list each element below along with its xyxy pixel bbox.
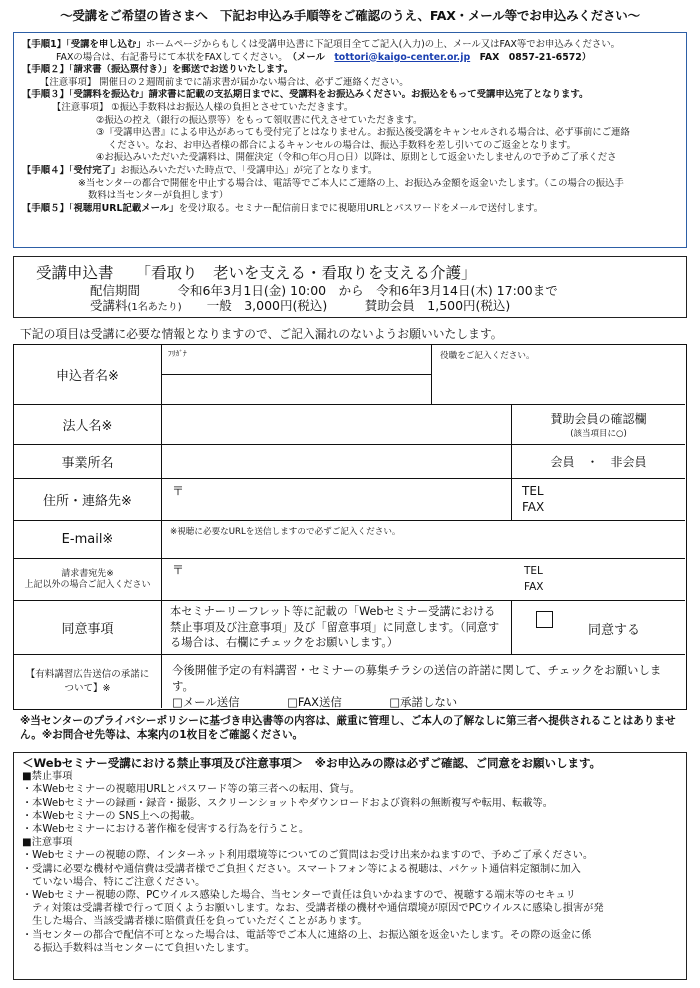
ad-option-decline[interactable]: □承諾しない — [389, 695, 458, 709]
step-3-note-3b: ください。なお、お申込者様の都合によるキャンセルの場合は、振込手数料を差し引いてのご返金となります。 — [108, 139, 577, 151]
rules-line: る振込手数料は当センターにて負担いたします。 — [22, 942, 256, 954]
office-label: 事業所名 — [14, 445, 162, 479]
applicant-name-field[interactable] — [162, 375, 432, 405]
fee-unit: (1名あたり) — [127, 302, 182, 313]
rules-line: ・Webセミナーの視聴の際、インターネット利用環境等についてのご質問はお受け出来かねますので、予めご了承ください。 — [22, 850, 594, 862]
period-row — [36, 283, 686, 298]
application-header — [13, 256, 687, 318]
address-label: 住所・連絡先※ — [14, 479, 162, 521]
address-contact-field[interactable] — [512, 479, 685, 521]
rules-line: ・本Webセミナーの視聴用URLとパスワード等の第三者への転用、貸与。 — [22, 784, 360, 796]
rules-line: ・当センターの都合で配信不可となった場合は、電話等でご本人に連絡の上、お振込額を返金いたします。その際の返金に係 — [22, 929, 592, 941]
fee-member: 賛助会員 1,500円(税込) — [364, 298, 511, 313]
rules-line: 生した場合、当該受講者様に賠償責任を負っていただくことがあります。 — [22, 916, 368, 928]
contact-prefix: （メール — [292, 51, 325, 63]
member-check-sub: (該当項目に○) — [570, 429, 627, 439]
fee-row — [36, 298, 686, 315]
fee-general: 一般 3,000円(税込) — [206, 298, 328, 313]
ad-consent-text: 今後開催予定の有料講習・セミナーの募集チラシの送信の許諾に関して、チェックをお願いします。 — [172, 663, 662, 693]
ad-option-mail[interactable]: □メール送信 — [172, 695, 240, 709]
period-value: 令和6年3月1日(金) 10:00 から 令和6年3月14日(木) 17:00まで — [177, 283, 558, 298]
furigana-field[interactable] — [162, 345, 432, 375]
step-1-fax — [22, 52, 678, 65]
step-5 — [22, 203, 678, 216]
office-name-field[interactable] — [162, 445, 512, 479]
rules-line: ・本Webセミナーの SNS上への掲載。 — [22, 810, 201, 822]
ad-consent-label: 【有料講習広告送信の承諾について】※ — [14, 655, 162, 708]
agree-text: 本セミナーリーフレット等に記載の「Webセミナー受講における禁止事項及び注意事項」及び「留意事項」に同意します。（同意する場合は、右欄にチェックをお願いします。） — [162, 601, 512, 655]
corp-name-field[interactable] — [162, 405, 512, 445]
rules-list — [22, 770, 678, 955]
rules-line: ■禁止事項 — [22, 771, 73, 783]
contact-email-link[interactable]: tottori@kaigo-center.or.jp — [334, 51, 471, 63]
course-title: 「看取り 老いを支える・看取りを支える介護」 — [135, 264, 477, 282]
step-3-note-4: ④お振込みいただいた受講料は、開催決定（令和○年○月○日）以降は、原則として返金いたしませんので予めご了承くださ — [96, 152, 617, 164]
step-3-label: 【手順３】「受講料を振込む」請求書に記載の支払期日までに、受講料をお振込みください。お振込をもって受講申込完了となります。 — [22, 89, 589, 101]
rules-line: ・Webセミナー視聴の際、PCウイルス感染した場合、当センターで責任は負いかねますので、視聴する端末等のセキュリ — [22, 890, 576, 902]
billing-label-cell — [14, 559, 162, 601]
step-4-label: 【手順４】「受付完了」 — [22, 164, 121, 176]
step-3-note-3a: ③『受講申込書』による申込があっても受付完了とはなりません。お振込後受講をキャンセルされる場合は、必ず事前にご連絡 — [96, 127, 630, 139]
ad-consent-field — [162, 655, 685, 708]
billing-sub: 上記以外の場合ご記入ください — [24, 579, 151, 590]
rules-line: ティ対策は受講者様で行って頂くようお願いします。なお、受講者様の機材や通信環境が原因でPCウイルスに感染し損害が発 — [22, 903, 604, 915]
rules-heading: ＜Webセミナー受講における禁止事項及び注意事項＞ ※お申込みの際は必ずご確認、ご同意をお願いします。 — [22, 756, 602, 770]
form-notice: 下記の項目は受講に必要な情報となりますので、ご記入漏れのないようお願いいたします。 — [20, 327, 503, 341]
billing-postal-mark: 〒 — [172, 563, 185, 577]
step-5-label: 【手順５】「視聴用URL記載メール」 — [22, 202, 179, 214]
step-4-note-1: ※当センターの都合で開催を中止する場合は、電話等でご本人にご連絡の上、お振込み金額を返金いたします。（この場合の振込手 — [78, 177, 624, 189]
step-4 — [22, 165, 678, 178]
step-2-label: 【手順２】「請求書（振込票付き）」を郵送でお送りいたします。 — [22, 64, 294, 76]
step-2-note: 【注意事項】 開催日の２週間前までに請求書が届かない場合は、必ずご連絡ください。 — [40, 76, 409, 88]
agree-label: 同意事項 — [14, 601, 162, 655]
application-steps-box — [13, 32, 687, 248]
position-field[interactable] — [432, 345, 685, 405]
step-3-note-1: 【注意事項】 ①振込手数料はお振込人様の負担とさせていただきます。 — [52, 101, 354, 113]
member-check-title: 賛助会員の確認欄 — [550, 412, 647, 426]
postal-mark: 〒 — [172, 484, 185, 498]
position-hint: 役職をご記入ください。 — [440, 351, 535, 361]
address-field[interactable] — [162, 479, 512, 521]
application-form-table — [13, 344, 687, 710]
rules-line: ・本Webセミナーにおける著作権を侵害する行為を行うこと。 — [22, 824, 310, 836]
tel-label: TEL — [522, 484, 544, 498]
step-4-text: お振込みいただいた時点で、「受講申込」が完了となります。 — [120, 164, 378, 176]
email-field[interactable] — [162, 521, 685, 559]
application-title: 受講申込書 — [36, 264, 114, 282]
member-options[interactable]: 会員 ・ 非会員 — [512, 445, 685, 479]
step-1-fax-text: FAXの場合は、右記番号にて本状をFAXしてください。 — [56, 51, 283, 63]
fax-label: FAX — [522, 500, 545, 514]
fee-label: 受講料 — [90, 298, 128, 313]
billing-tel-label: TEL — [524, 565, 543, 577]
ad-option-fax[interactable]: □FAX送信 — [287, 695, 342, 709]
step-1-text: ホームページからもしくは受講申込書に下記項目全てご記入(入力)の上、メール又はFAX等でお申込みください。 — [145, 39, 621, 50]
period-label: 配信期間 — [90, 283, 141, 298]
furigana-hint: ﾌﾘｶﾞﾅ — [168, 349, 187, 358]
rules-line: ・受講に必要な機材や通信費は受講者様でご負担ください。スマートフォン等による視聴は、パケット通信料定額制に加入 — [22, 863, 581, 875]
step-4-note-2: 数料は当センターが負担します） — [88, 190, 229, 202]
billing-field[interactable] — [162, 559, 685, 601]
rules-line: ・本Webセミナーの録画・録音・撮影、スクリーンショットやダウンロードおよび資料の無断複写や転用、転載等。 — [22, 797, 553, 809]
agree-option-label: 同意する — [588, 623, 641, 638]
rules-box — [13, 752, 687, 980]
email-hint: ※視聴に必要なURLを送信しますので必ずご記入ください。 — [170, 527, 401, 537]
agree-checkbox[interactable] — [536, 611, 553, 628]
application-title-row — [36, 261, 686, 283]
agree-check-cell — [512, 601, 685, 655]
step-1-label: 【手順1】「受講を申し込む」 — [22, 39, 146, 50]
email-label: E-mail※ — [14, 521, 162, 559]
billing-fax-label: FAX — [524, 581, 544, 593]
contact-fax: FAX 0857-21-6572） — [479, 51, 592, 63]
privacy-notice: ※当センターのプライバシーポリシーに基づき申込書等の内容は、厳重に管理し、ご本人の了解なしに第三者へ提供されることはありません。※お問合せ先等は、本案内の1枚目をご確認ください。 — [20, 715, 676, 741]
rules-line: ■注意事項 — [22, 837, 73, 849]
corp-label: 法人名※ — [14, 405, 162, 445]
step-1 — [22, 39, 678, 52]
member-check-header — [512, 405, 685, 445]
billing-label: 請求書宛先※ — [61, 568, 114, 579]
step-3-note-2: ②振込の控え（銀行の振込票等）をもって領収書に代えさせていただきます。 — [96, 114, 423, 126]
step-5-text: を受け取る。セミナー配信前日までに視聴用URLとパスワードをメールで送付します。 — [178, 202, 544, 214]
page-title: ～受講をご希望の皆さまへ 下記お申込み手順等をご確認のうえ、FAX・メール等でお申込みください～ — [60, 8, 640, 23]
rules-line: ていない場合、特にご注意ください。 — [22, 876, 206, 888]
name-label: 申込者名※ — [14, 345, 162, 405]
